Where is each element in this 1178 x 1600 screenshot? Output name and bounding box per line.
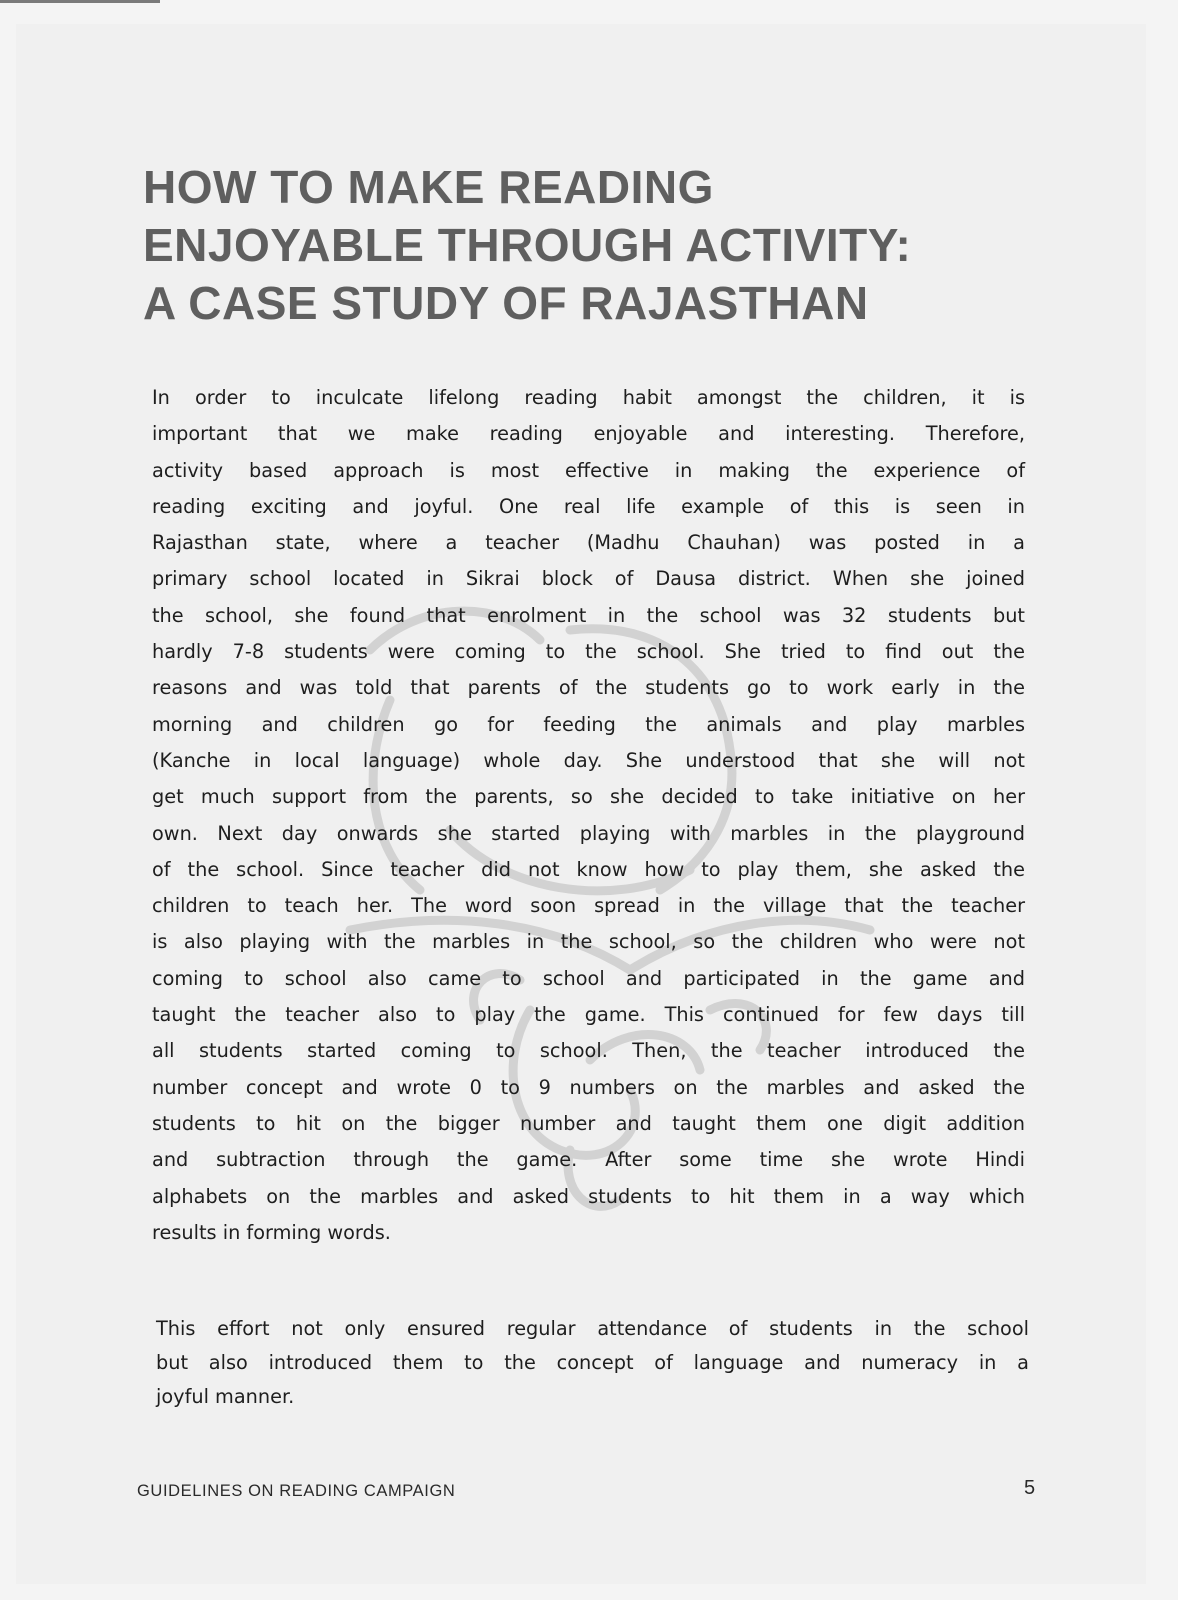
text-line: students to hit on the bigger number and taught them one digit addition (152, 1111, 1025, 1135)
text-line: get much support from the parents, so she decided to take initiative on her (152, 785, 1025, 809)
text-line: hardly 7-8 students were coming to the school. She tried to find out the (152, 640, 1025, 664)
text-line: but also introduced them to the concept of language and numeracy in a (156, 1351, 1029, 1374)
text-line: coming to school also came to school and participated in the game and (152, 966, 1025, 990)
text-line: results in forming words. (152, 1220, 391, 1244)
text-line: number concept and wrote 0 to 9 numbers on the marbles and asked the (152, 1075, 1025, 1099)
text-line: taught the teacher also to play the game. This continued for few days till (152, 1003, 1025, 1027)
page-title (143, 158, 1023, 332)
text-line: important that we make reading enjoyable and interesting. Therefore, (152, 422, 1025, 446)
text-line: primary school located in Sikrai block of Dausa district. When she joined (152, 567, 1025, 591)
text-line: alphabets on the marbles and asked students to hit them in a way which (152, 1184, 1025, 1208)
text-line: reading exciting and joyful. One real life example of this is seen in (152, 494, 1025, 518)
text-line: is also playing with the marbles in the school, so the children who were not (152, 930, 1025, 954)
text-line: reasons and was told that parents of the students go to work early in the (152, 676, 1025, 700)
title-line: HOW TO MAKE READING (143, 161, 714, 213)
text-line: own. Next day onwards she started playing with marbles in the playground (152, 821, 1025, 845)
text-line: all students started coming to school. Then, the teacher introduced the (152, 1039, 1025, 1063)
scan-edge (0, 0, 160, 3)
text-line: (Kanche in local language) whole day. She understood that she will not (152, 748, 1025, 772)
case-study-paragraph (152, 380, 1025, 1251)
text-line: joyful manner. (156, 1385, 295, 1408)
text-line: In order to inculcate lifelong reading habit amongst the children, it is (152, 386, 1025, 409)
title-line: ENJOYABLE THROUGH ACTIVITY: (143, 219, 912, 271)
text-line: activity based approach is most effective in making the experience of (152, 458, 1025, 482)
text-line: children to teach her. The word soon spread in the village that the teacher (152, 894, 1025, 918)
text-line: of the school. Since teacher did not know how to play them, she asked the (152, 857, 1025, 881)
text-line: Rajasthan state, where a teacher (Madhu Chauhan) was posted in a (152, 531, 1025, 555)
text-line: morning and children go for feeding the animals and play marbles (152, 712, 1025, 736)
footer-publication-title: GUIDELINES ON READING CAMPAIGN (137, 1482, 456, 1500)
text-line: This effort not only ensured regular attendance of students in the school (156, 1317, 1029, 1340)
title-line: A CASE STUDY OF RAJASTHAN (143, 277, 869, 329)
conclusion-paragraph (156, 1312, 1029, 1414)
page-number: 5 (1024, 1477, 1036, 1499)
text-line: the school, she found that enrolment in the school was 32 students but (152, 603, 1025, 627)
text-line: and subtraction through the game. After some time she wrote Hindi (152, 1148, 1025, 1172)
